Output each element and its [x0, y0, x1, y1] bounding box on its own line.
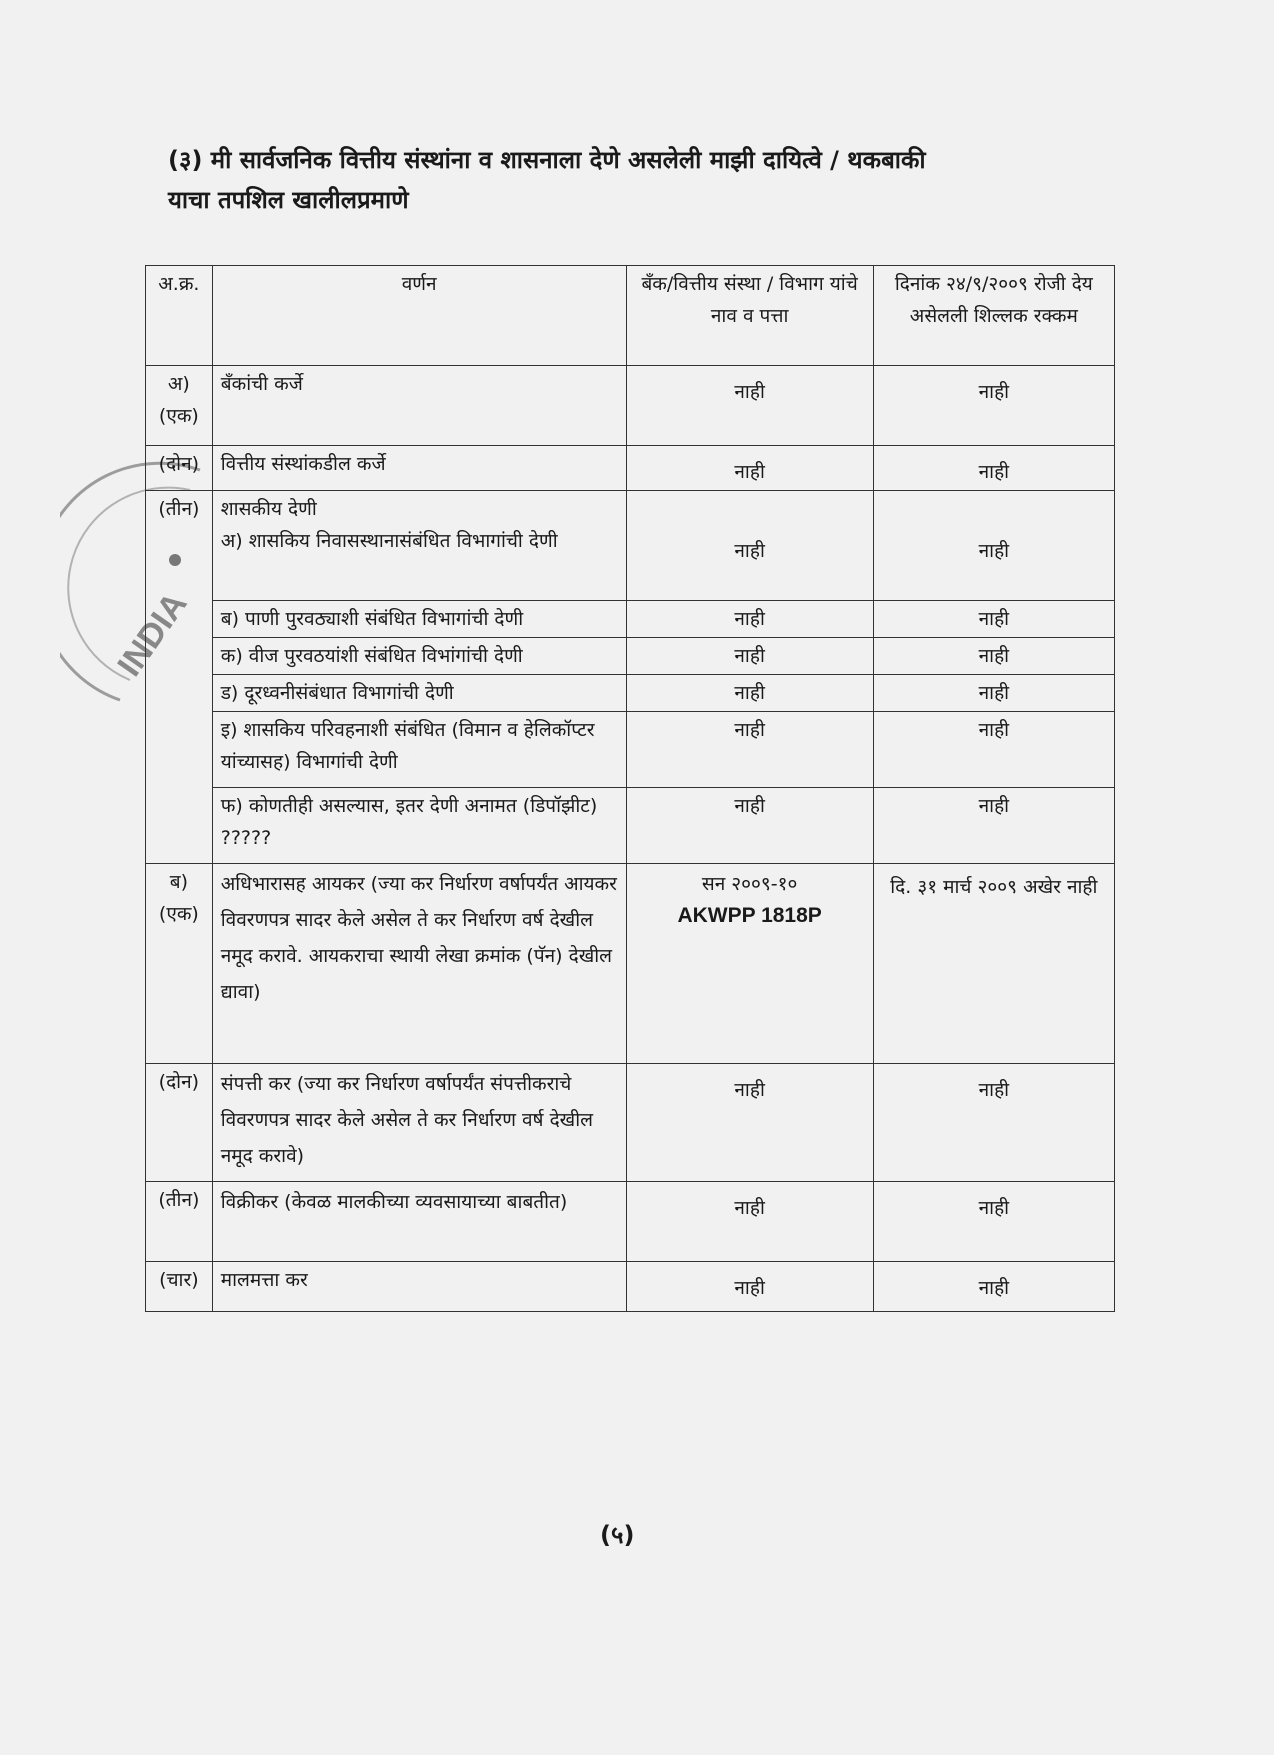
heading-line-1: (३) मी सार्वजनिक वित्तीय संस्थांना व शासनाला देणे असलेली माझी दायित्वे / थकबाकी — [168, 146, 926, 174]
row-bank: नाही — [626, 638, 873, 675]
table-row — [146, 1064, 1115, 1182]
row-sr-empty — [146, 638, 213, 675]
row-desc: ब) पाणी पुरवठ्याशी संबंधित विभागांची देणी — [212, 601, 626, 638]
tax-year: सन २००९-१० — [701, 873, 798, 895]
row-desc: फ) कोणतीही असल्यास, इतर देणी अनामत (डिपॉझीट) ????? — [212, 788, 626, 864]
page-number: (५) — [600, 1521, 635, 1549]
row-balance: नाही — [873, 491, 1114, 601]
row-sr-empty — [146, 601, 213, 638]
row-desc: क) वीज पुरवठयांशी संबंधित विभांगांची देणी — [212, 638, 626, 675]
row-desc: बँकांची कर्जे — [212, 366, 626, 446]
header-bank: बँक/वित्तीय संस्था / विभाग यांचे नाव व पत्ता — [626, 266, 873, 366]
table-row — [146, 366, 1115, 446]
heading-line-2: याचा तपशिल खालीलप्रमाणे — [168, 186, 409, 214]
row-desc-sub: अ) शासकिय निवासस्थानासंबंधित विभागांची देणी — [220, 530, 558, 552]
row-desc: वित्तीय संस्थांकडील कर्जे — [212, 446, 626, 491]
row-sr: (तीन) — [146, 491, 213, 601]
row-balance: नाही — [873, 366, 1114, 446]
row-desc: विक्रीकर (केवळ मालकीच्या व्यवसायाच्या बाबतीत) — [212, 1182, 626, 1262]
liabilities-table — [145, 265, 1115, 1312]
table-row — [146, 601, 1115, 638]
row-bank: नाही — [626, 788, 873, 864]
row-desc: ड) दूरध्वनीसंबंधात विभागांची देणी — [212, 675, 626, 712]
row-balance: नाही — [873, 788, 1114, 864]
row-bank: नाही — [626, 712, 873, 788]
row-balance: नाही — [873, 1182, 1114, 1262]
table-row — [146, 1262, 1115, 1312]
table-header-row — [146, 266, 1115, 366]
row-desc: संपत्ती कर (ज्या कर निर्धारण वर्षापर्यंत संपत्तीकराचे विवरणपत्र सादर केले असेल ते कर निर्धारण वर्ष देखील नमूद करावे) — [212, 1064, 626, 1182]
row-balance: नाही — [873, 638, 1114, 675]
row-bank: नाही — [626, 1262, 873, 1312]
row-bank: नाही — [626, 446, 873, 491]
row-sr-empty — [146, 675, 213, 712]
row-sr: (दोन) — [146, 1064, 213, 1182]
table-row — [146, 675, 1115, 712]
row-desc — [212, 491, 626, 601]
table-row — [146, 491, 1115, 601]
row-balance: दि. ३१ मार्च २००९ अखेर नाही — [873, 864, 1114, 1064]
row-bank: नाही — [626, 1064, 873, 1182]
row-bank: नाही — [626, 366, 873, 446]
table-row — [146, 712, 1115, 788]
table-row — [146, 446, 1115, 491]
row-sr-empty — [146, 712, 213, 788]
section-heading — [168, 140, 1088, 220]
row-bank: नाही — [626, 1182, 873, 1262]
table-row — [146, 1182, 1115, 1262]
row-sr-empty — [146, 788, 213, 864]
header-sr: अ.क्र. — [146, 266, 213, 366]
pan-number: AKWPP 1818P — [677, 904, 822, 927]
row-balance: नाही — [873, 712, 1114, 788]
row-balance: नाही — [873, 601, 1114, 638]
row-sr: (दोन) — [146, 446, 213, 491]
row-bank: नाही — [626, 491, 873, 601]
header-balance: दिनांक २४/९/२००९ रोजी देय असेलली शिल्लक रक्कम — [873, 266, 1114, 366]
table-row — [146, 788, 1115, 864]
table-row — [146, 864, 1115, 1064]
row-bank — [626, 864, 873, 1064]
row-desc-title: शासकीय देणी — [220, 498, 317, 520]
table-row — [146, 638, 1115, 675]
header-desc: वर्णन — [212, 266, 626, 366]
row-desc: अधिभारासह आयकर (ज्या कर निर्धारण वर्षापर्यंत आयकर विवरणपत्र सादर केले असेल ते कर निर्धारण वर्ष देखील नमूद करावे. आयकराचा स्थायी लेखा क्रमांक (पॅन) देखील द्यावा) — [212, 864, 626, 1064]
row-desc: मालमत्ता कर — [212, 1262, 626, 1312]
row-sr: (तीन) — [146, 1182, 213, 1262]
row-balance: नाही — [873, 1262, 1114, 1312]
row-balance: नाही — [873, 675, 1114, 712]
row-balance: नाही — [873, 446, 1114, 491]
stamp-text: INDIA — [110, 585, 195, 684]
row-sr: (चार) — [146, 1262, 213, 1312]
row-balance: नाही — [873, 1064, 1114, 1182]
row-sr: अ) (एक) — [146, 366, 213, 446]
row-sr: ब) (एक) — [146, 864, 213, 1064]
row-bank: नाही — [626, 601, 873, 638]
row-bank: नाही — [626, 675, 873, 712]
row-desc: इ) शासकिय परिवहनाशी संबंधित (विमान व हेलिकॉप्टर यांच्यासह) विभागांची देणी — [212, 712, 626, 788]
